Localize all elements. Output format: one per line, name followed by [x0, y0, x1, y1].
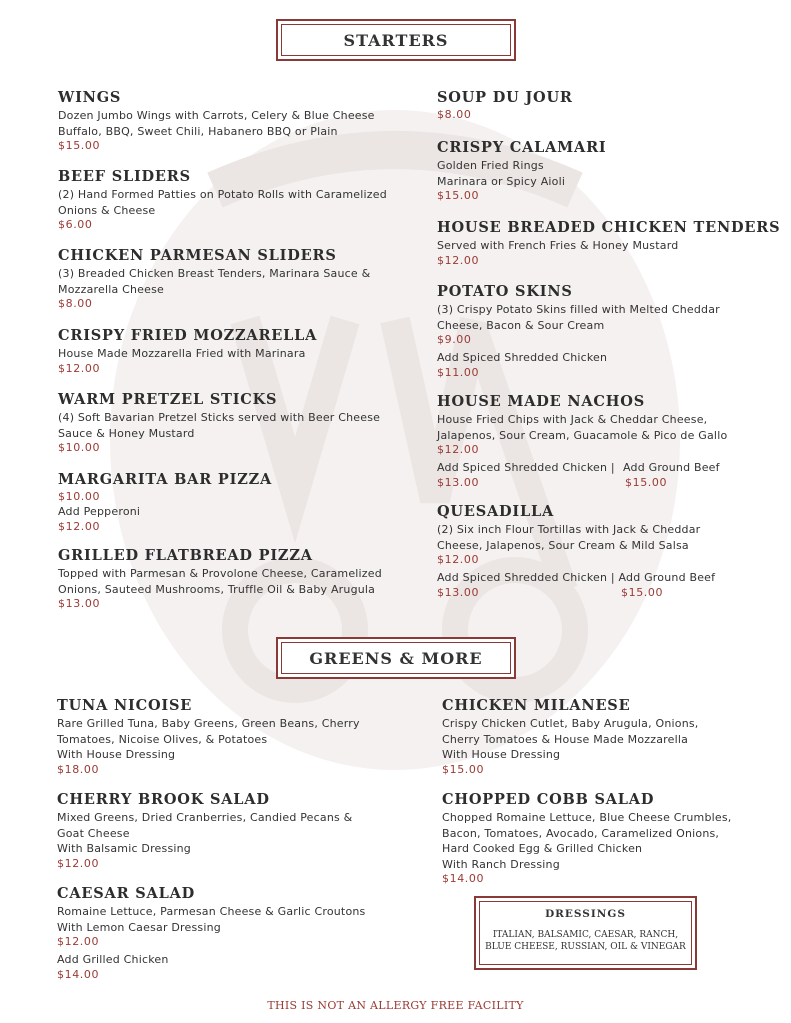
menu-item-cherry-brook-salad	[57, 791, 352, 871]
item-price: $12.00	[437, 443, 480, 456]
menu-item-beef-sliders	[58, 168, 387, 232]
item-description: House Fried Chips with Jack & Cheddar Cheese,	[437, 413, 708, 426]
item-description: Buffalo, BBQ, Sweet Chili, Habanero BBQ or Plain	[58, 124, 338, 138]
menu-item-crispy-calamari	[437, 139, 607, 203]
item-name: CHOPPED COBB SALAD	[442, 791, 655, 808]
item-addon-price: $11.00	[437, 365, 480, 379]
item-price: $9.00	[437, 333, 472, 346]
item-price: $10.00	[58, 490, 101, 503]
item-name: WARM PRETZEL STICKS	[58, 391, 278, 408]
item-description: Crispy Chicken Cutlet, Baby Arugula, Onions,	[442, 717, 699, 730]
item-description: (2) Hand Formed Patties on Potato Rolls with Caramelized	[58, 188, 387, 201]
item-name: POTATO SKINS	[437, 283, 573, 300]
item-description: Cherry Tomatoes & House Made Mozzarella	[442, 732, 689, 746]
item-description: With House Dressing	[442, 748, 561, 761]
item-description: Chopped Romaine Lettuce, Blue Cheese Crumbles,	[442, 811, 732, 824]
item-addon-price: $14.00	[57, 967, 100, 981]
item-description: (3) Crispy Potato Skins filled with Melted Cheddar	[437, 303, 720, 316]
menu-item-chicken-milanese	[442, 697, 699, 777]
item-addon: Add Spiced Shredded Chicken	[437, 351, 608, 364]
item-name: CHICKEN PARMESAN SLIDERS	[58, 247, 337, 264]
item-addon-price: $13.00	[437, 585, 480, 599]
item-price: $8.00	[58, 297, 93, 310]
item-name: TUNA NICOISE	[57, 697, 193, 714]
item-price: $13.00	[58, 597, 101, 610]
item-price: $12.00	[58, 361, 101, 375]
item-price: $15.00	[58, 139, 101, 152]
item-name: WINGS	[58, 89, 122, 106]
menu-item-margarita-bar-pizza	[58, 471, 272, 534]
item-addon: Add Spiced Shredded Chicken |	[437, 461, 615, 474]
item-name: CRISPY FRIED MOZZARELLA	[58, 327, 318, 344]
item-name: HOUSE BREADED CHICKEN TENDERS	[437, 219, 781, 236]
item-name: CAESAR SALAD	[57, 885, 196, 902]
allergy-notice: THIS IS NOT AN ALLERGY FREE FACILITY	[267, 999, 524, 1012]
dressings-title: DRESSINGS	[545, 908, 626, 920]
item-description: Mozzarella Cheese	[58, 282, 164, 296]
item-description: With Balsamic Dressing	[57, 842, 191, 855]
starters-banner	[276, 19, 516, 61]
item-name: CHICKEN MILANESE	[442, 697, 631, 714]
menu-item-chicken-parmesan-sliders	[58, 247, 370, 311]
starters-title: STARTERS	[281, 24, 511, 56]
item-description: Served with French Fries & Honey Mustard	[437, 239, 679, 252]
item-description: Onions, Sauteed Mushrooms, Truffle Oil & Baby Arugula	[58, 582, 376, 596]
item-description: Tomatoes, Nicoise Olives, & Potatoes	[57, 732, 268, 746]
menu-item-potato-skins	[437, 283, 720, 380]
item-description: Sauce & Honey Mustard	[58, 426, 195, 440]
dressings-box	[474, 896, 697, 970]
item-price: $15.00	[437, 189, 480, 202]
item-name: QUESADILLA	[437, 503, 555, 520]
item-description: Hard Cooked Egg & Grilled Chicken	[442, 842, 643, 855]
item-description: (4) Soft Bavarian Pretzel Sticks served with Beer Cheese	[58, 411, 381, 424]
item-name: BEEF SLIDERS	[58, 168, 191, 185]
menu-item-caesar-salad	[57, 885, 365, 982]
item-description: (2) Six inch Flour Tortillas with Jack & Cheddar	[437, 523, 701, 536]
item-description: House Made Mozzarella Fried with Marinara	[58, 347, 306, 360]
item-description: Onions & Cheese	[58, 203, 156, 217]
menu-item-house-made-nachos	[437, 393, 727, 490]
item-description: With House Dressing	[57, 748, 176, 761]
item-price: $12.00	[437, 553, 480, 566]
menu-item-wings	[58, 89, 375, 153]
item-description: Cheese, Jalapenos, Sour Cream & Mild Salsa	[437, 538, 689, 552]
menu-item-warm-pretzel-sticks	[58, 391, 380, 455]
menu-item-grilled-flatbread-pizza	[58, 547, 382, 611]
item-description: Romaine Lettuce, Parmesan Cheese & Garlic Croutons	[57, 905, 366, 918]
item-description: Mixed Greens, Dried Cranberries, Candied Pecans &	[57, 811, 353, 824]
item-price: $12.00	[437, 253, 480, 267]
item-addon-price: $12.00	[58, 519, 101, 533]
menu-item-chopped-cobb-salad	[442, 791, 731, 886]
item-description: Golden Fried Rings	[437, 159, 544, 172]
item-name: CRISPY CALAMARI	[437, 139, 607, 156]
item-description: Topped with Parmesan & Provolone Cheese, Caramelized	[58, 567, 382, 580]
item-name: GRILLED FLATBREAD PIZZA	[58, 547, 313, 564]
item-price: $15.00	[442, 762, 485, 776]
item-addon-price: $15.00	[621, 585, 664, 599]
item-description: With Lemon Caesar Dressing	[57, 920, 221, 934]
item-description: Cheese, Bacon & Sour Cream	[437, 318, 605, 332]
item-description: Rare Grilled Tuna, Baby Greens, Green Beans, Cherry	[57, 717, 360, 730]
item-price: $8.00	[437, 108, 472, 121]
item-description: (3) Breaded Chicken Breast Tenders, Marinara Sauce &	[58, 267, 371, 280]
item-price: $14.00	[442, 872, 485, 885]
item-description: Goat Cheese	[57, 826, 130, 840]
item-addon: Add Spiced Shredded Chicken | Add Ground Beef	[437, 571, 716, 584]
item-price: $18.00	[57, 762, 100, 776]
item-price: $6.00	[58, 218, 93, 231]
item-name: SOUP DU JOUR	[437, 89, 573, 106]
item-name: CHERRY BROOK SALAD	[57, 791, 270, 808]
item-name: HOUSE MADE NACHOS	[437, 393, 645, 410]
greens-title: GREENS & MORE	[281, 642, 511, 674]
item-description: With Ranch Dressing	[442, 857, 560, 871]
menu-item-crispy-fried-mozzarella	[58, 327, 317, 376]
item-addon-price: $13.00	[437, 475, 480, 489]
menu-item-tuna-nicoise	[57, 697, 360, 777]
item-addon: Add Grilled Chicken	[57, 953, 169, 966]
item-description: Dozen Jumbo Wings with Carrots, Celery & Blue Cheese	[58, 109, 375, 122]
item-addon: Add Pepperoni	[58, 505, 141, 518]
item-price: $12.00	[57, 856, 100, 870]
item-description: Jalapenos, Sour Cream, Guacamole & Pico de Gallo	[437, 428, 728, 442]
dressings-list-line: BLUE CHEESE, RUSSIAN, OIL & VINEGAR	[485, 942, 686, 952]
menu-item-quesadilla	[437, 503, 715, 600]
item-addon: Add Ground Beef	[623, 461, 720, 474]
item-price: $10.00	[58, 441, 101, 454]
menu-item-house-breaded-chicken-tenders	[437, 219, 780, 268]
dressings-list-line: ITALIAN, BALSAMIC, CAESAR, RANCH,	[492, 930, 679, 940]
item-price: $12.00	[57, 935, 100, 948]
item-addon-price: $15.00	[625, 475, 668, 489]
greens-banner	[276, 637, 516, 679]
item-description: Bacon, Tomatoes, Avocado, Caramelized Onions,	[442, 826, 720, 840]
item-name: MARGARITA BAR PIZZA	[58, 471, 273, 488]
item-description: Marinara or Spicy Aioli	[437, 174, 566, 188]
menu-item-soup-du-jour	[437, 89, 573, 122]
